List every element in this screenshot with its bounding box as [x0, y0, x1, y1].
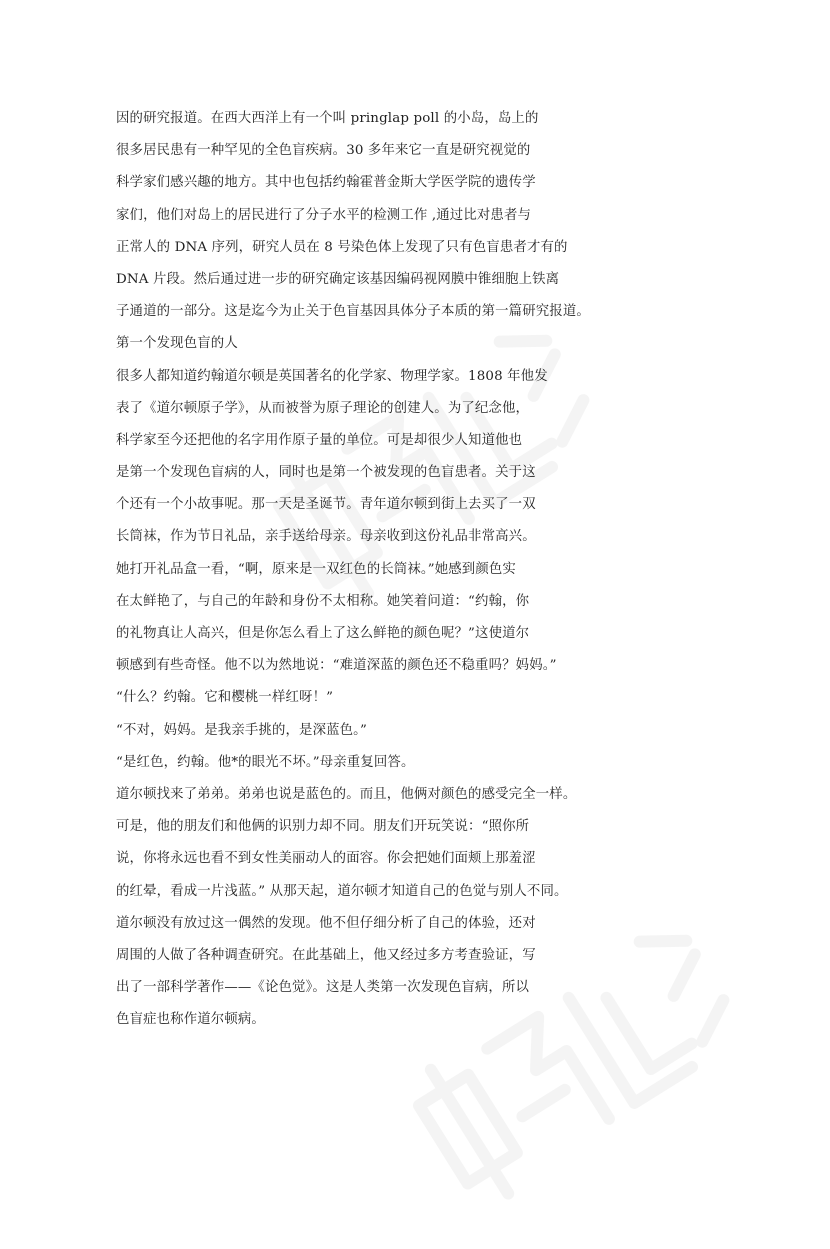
paragraph-line: 色盲症也称作道尔顿病。	[116, 1012, 265, 1028]
article-body	[116, 103, 726, 1036]
paragraph-line: 她打开礼品盒一看，“啊，原来是一双红色的长筒袜。”她感到颜色实	[116, 561, 516, 577]
paragraph-line: 周围的人做了各种调查研究。在此基础上，他又经过多方考查验证，写	[116, 947, 536, 963]
section-heading: 第一个发现色盲的人	[116, 336, 238, 352]
paragraph-line: 长筒袜，作为节日礼品，亲手送给母亲。母亲收到这份礼品非常高兴。	[116, 529, 536, 545]
paragraph-line: 是第一个发现色盲病的人，同时也是第一个被发现的色盲患者。关于这	[116, 465, 536, 481]
dialogue-line: “不对，妈妈。是我亲手挑的，是深蓝色。”	[116, 722, 368, 738]
paragraph-line: 顿感到有些奇怪。他不以为然地说：“难道深蓝的颜色还不稳重吗？妈妈。”	[116, 658, 557, 674]
paragraph-line: 的礼物真让人高兴，但是你怎么看上了这么鲜艳的颜色呢？”这使道尔	[116, 626, 530, 641]
paragraph-line: 出了一部科学著作——《论色觉》。这是人类第一次发现色盲病，所以	[116, 980, 530, 996]
dialogue-line: “是红色，约翰。他*的眼光不坏。”母亲重复回答。	[116, 754, 415, 770]
paragraph-line: 表了《道尔顿原子学》，从而被誉为原子理论的创建人。为了纪念他，	[116, 400, 530, 416]
paragraph-line: 可是，他的朋友们和他俩的识别力却不同。朋友们开玩笑说：“照你所	[116, 819, 530, 835]
paragraph-line: 的红晕，看成一片浅蓝。” 从那天起，道尔顿才知道自己的色觉与别人不同。	[116, 883, 568, 899]
paragraph-line: 道尔顿没有放过这一偶然的发现。他不但仔细分析了自己的体验，还对	[116, 915, 536, 931]
paragraph-line: 科学家们感兴趣的地方。其中也包括约翰霍普金斯大学医学院的遗传学	[116, 175, 536, 191]
paragraph-line: 家们，他们对岛上的居民进行了分子水平的检测工作 ,通过比对患者与	[116, 207, 532, 223]
paragraph-line: 说，你将永远也看不到女性美丽动人的面容。你会把她们面颊上那羞涩	[116, 851, 536, 867]
paragraph-line: 因的研究报道。在西大西洋上有一个叫 pringlap poll 的小岛，岛上的	[116, 111, 539, 126]
paragraph-line: 很多居民患有一种罕见的全色盲疾病。30 多年来它一直是研究视觉的	[116, 143, 531, 159]
paragraph-line: 在太鲜艳了，与自己的年龄和身份不太相称。她笑着问道：“约翰，你	[116, 593, 530, 609]
paragraph-line: 道尔顿找来了弟弟。弟弟也说是蓝色的。而且，他俩对颜色的感受完全一样。	[116, 786, 577, 802]
paragraph-line: 科学家至今还把他的名字用作原子量的单位。可是却很少人知道他也	[116, 432, 523, 448]
paragraph-line: 正常人的 DNA 序列，研究人员在 8 号染色体上发现了只有色盲患者才有的	[116, 239, 568, 255]
paragraph-line: 很多人都知道约翰道尔顿是英国著名的化学家、物理学家。1808 年他发	[116, 368, 548, 384]
paragraph-line: DNA 片段。然后通过进一步的研究确定该基因编码视网膜中锥细胞上铁离	[116, 271, 560, 287]
paragraph-line: 子通道的一部分。这是迄今为止关于色盲基因具体分子本质的第一篇研究报道。	[116, 304, 590, 320]
dialogue-line: “什么？约翰。它和樱桃一样红呀！”	[116, 690, 334, 706]
paragraph-line: 个还有一个小故事呢。那一天是圣诞节。青年道尔顿到街上去买了一双	[116, 497, 536, 513]
